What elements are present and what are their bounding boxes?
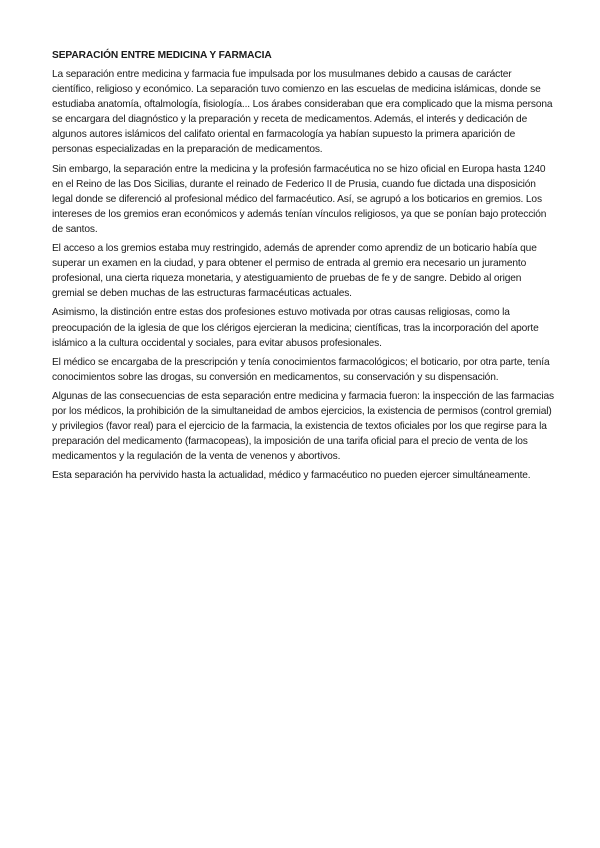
document-page <box>52 50 555 487</box>
paragraph-6: Algunas de las consecuencias de esta separación entre medicina y farmacia fueron: la inspección de las farmacias por los médicos, la prohibición de la simultaneidad de ambos ejercicios, la existencia de permisos (control gremial) y privilegios (favor real) para el ejercicio de la farmacia, la existencia de textos oficiales por los que regirse para la preparación del medicamento (farmacopeas), la imposición de una tarifa oficial para el precio de venta de los medicamentos y la regulación de la venta de venenos y abortivos. <box>52 390 554 463</box>
paragraph-4: Asimismo, la distinción entre estas dos profesiones estuvo motivada por otras causas religiosas, como la preocupación de la iglesia de que los clérigos ejercieran la medicina; científicas, tras la incorporación del aporte islámico a la cultura occidental y sociales, para evitar abusos profesionales. <box>52 307 539 349</box>
paragraph-1: La separación entre medicina y farmacia fue impulsada por los musulmanes debido a causas de carácter científico, religioso y económico. La separación tuvo comienzo en las escuelas de medicina islámicas, donde se estudiaba anatomía, oftalmología, fisiología... Los árabes consideraban que era complicado que la misma persona se encargara del diagnóstico y la preparación y receta de medicamentos. Además, el interés y dedicación de algunos autores islámicos del califato oriental en farmacología ya habían supuesto la primera aparición de personas especializadas en la preparación de medicamentos. <box>52 69 553 156</box>
paragraph-7: Esta separación ha pervivido hasta la actualidad, médico y farmacéutico no pueden ejercer simultáneamente. <box>52 470 531 482</box>
paragraph-2: Sin embargo, la separación entre la medicina y la profesión farmacéutica no se hizo oficial en Europa hasta 1240 en el Reino de las Dos Sicilias, durante el reinado de Federico II de Prusia, cuando fue dictada una disposición legal donde se diferenció al profesional médico del farmacéutico. Así, se agrupó a los boticarios en gremios. Los intereses de los gremios eran económicos y además tenían vínculos religiosos, ya que se ponían bajo protección de santos. <box>52 163 547 235</box>
paragraph-3: El acceso a los gremios estaba muy restringido, además de aprender como aprendiz de un boticario había que superar un examen en la ciudad, y para obtener el permiso de entrada al gremio era necesario un juramento profesional, una cierta riqueza monetaria, y atestiguamiento de pruebas de fe y de sangre. Debido al origen gremial se deben muchas de las estructuras farmacéuticas actuales. <box>52 243 537 300</box>
paragraph-5: El médico se encargaba de la prescripción y tenía conocimientos farmacológicos; el boticario, por otra parte, tenía conocimientos sobre las drogas, su conversión en medicamentos, su conservación y su dispensación. <box>52 356 550 383</box>
document-title: SEPARACIÓN ENTRE MEDICINA Y FARMACIA <box>52 50 272 61</box>
